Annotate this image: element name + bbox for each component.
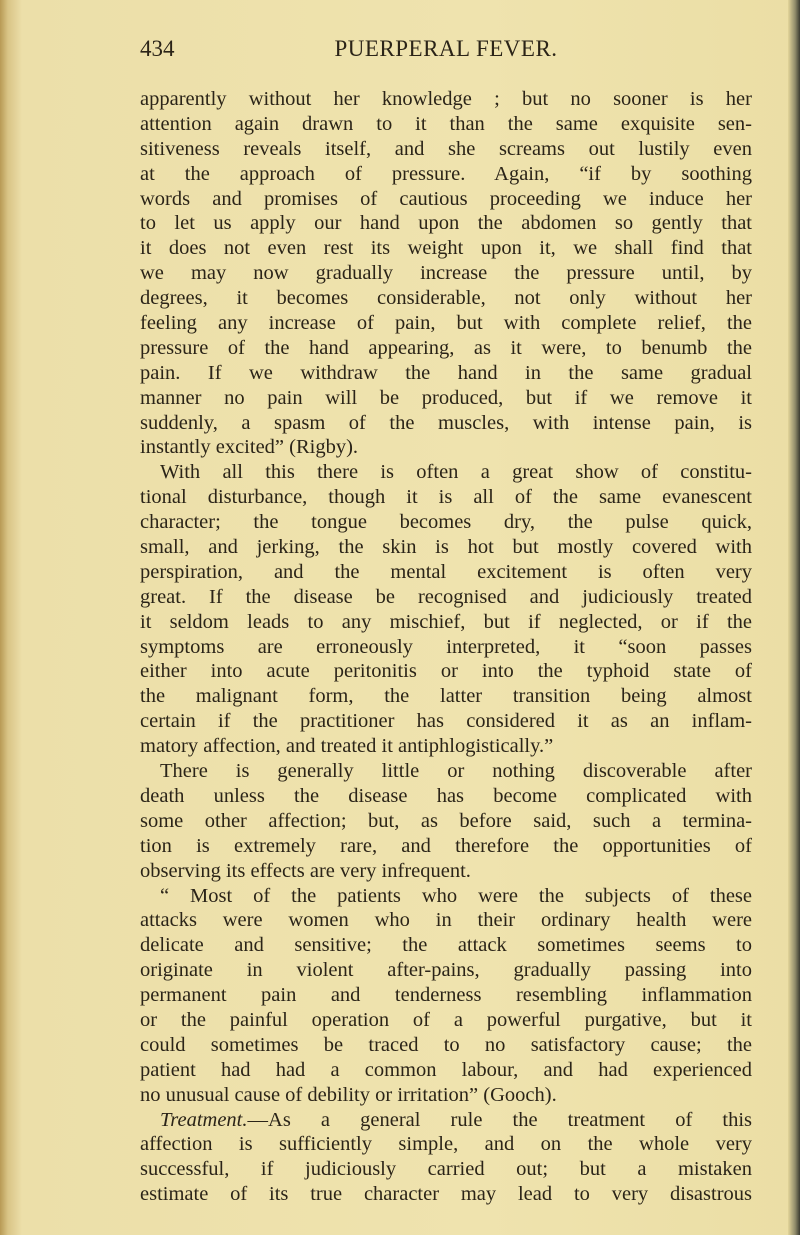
line-text: originate in violent after-pains, gradually passing into (140, 959, 752, 982)
text-line (140, 361, 752, 386)
line-text: some other affection; but, as before said, such a termina- (140, 809, 752, 832)
line-text: attention again drawn to it than the same exquisite sen- (140, 112, 752, 135)
text-line (140, 485, 752, 510)
line-text: to let us apply our hand upon the abdomen so gently that (140, 212, 752, 235)
line-text: character; the tongue becomes dry, the pulse quick, (140, 511, 752, 534)
line-text: permanent pain and tenderness resembling inflammation (140, 984, 752, 1007)
text-line (140, 411, 752, 436)
line-text: patient had had a common labour, and had experienced (140, 1058, 752, 1081)
text-line (140, 87, 752, 112)
text-line (140, 236, 752, 261)
running-header (140, 36, 752, 66)
running-title: PUERPERAL FEVER. (334, 36, 558, 61)
text-line (140, 112, 752, 137)
text-line (140, 983, 752, 1008)
line-text: could sometimes be traced to no satisfactory cause; the (140, 1033, 752, 1056)
text-line (140, 460, 752, 485)
line-text: apparently without her knowledge ; but no sooner is her (140, 88, 752, 110)
text-line (140, 709, 752, 734)
line-text: tion is extremely rare, and therefore the opportunities of (140, 834, 752, 857)
line-text: successful, if judiciously carried out; but a mistaken (140, 1158, 752, 1181)
line-text: There is generally little or nothing discoverable after (160, 760, 752, 783)
body-text (140, 87, 752, 1207)
line-text: death unless the disease has become complicated with (140, 784, 752, 807)
section-heading: Treatment. (160, 1108, 248, 1131)
line-text: the malignant form, the latter transition being almost (140, 685, 752, 708)
line-text: at the approach of pressure. Again, “if by soothing (140, 162, 752, 185)
line-text: pain. If we withdraw the hand in the same gradual (140, 361, 752, 384)
line-text: —As a general rule the treatment of this (247, 1108, 752, 1131)
line-text: no unusual cause of debility or irritation” (Gooch). (140, 1083, 557, 1106)
text-line (140, 1132, 752, 1157)
line-text: manner no pain will be produced, but if we remove it (140, 386, 752, 409)
line-text: small, and jerking, the skin is hot but mostly covered with (140, 536, 752, 559)
text-line (140, 137, 752, 162)
text-line (140, 435, 752, 460)
text-line (140, 1083, 752, 1108)
line-text: great. If the disease be recognised and judiciously treated (140, 585, 752, 608)
line-text: estimate of its true character may lead to very disastrous (140, 1183, 752, 1206)
text-line (140, 884, 752, 909)
line-text: it does not even rest its weight upon it, we shall find that (140, 237, 752, 260)
text-line (140, 311, 752, 336)
text-line (140, 610, 752, 635)
text-line (140, 1108, 752, 1133)
text-line (140, 759, 752, 784)
text-line (140, 386, 752, 411)
text-line (140, 784, 752, 809)
line-text: pressure of the hand appearing, as it were, to benumb the (140, 336, 752, 359)
line-text: attacks were women who in their ordinary health were (140, 909, 752, 932)
line-text: certain if the practitioner has considered it as an inflam- (140, 710, 752, 733)
text-line (140, 684, 752, 709)
line-text: sitiveness reveals itself, and she screams out lustily even (140, 137, 752, 160)
line-text: tional disturbance, though it is all of the same evanescent (140, 486, 752, 509)
text-line (140, 809, 752, 834)
text-line (140, 933, 752, 958)
line-text: With all this there is often a great show of constitu- (160, 461, 752, 484)
text-line (140, 510, 752, 535)
text-line (140, 535, 752, 560)
text-line (140, 336, 752, 361)
line-text: matory affection, and treated it antiphlogistically.” (140, 735, 554, 758)
text-line (140, 734, 752, 759)
text-line (140, 585, 752, 610)
text-line (140, 286, 752, 311)
line-text: degrees, it becomes considerable, not only without her (140, 287, 752, 310)
text-line (140, 261, 752, 286)
line-text: or the painful operation of a powerful purgative, but it (140, 1008, 752, 1031)
text-line (140, 834, 752, 859)
text-line (140, 958, 752, 983)
text-line (140, 1008, 752, 1033)
page-edge (788, 0, 800, 1235)
line-text: affection is sufficiently simple, and on the whole very (140, 1133, 752, 1156)
line-text: perspiration, and the mental excitement is often very (140, 560, 752, 583)
text-line (140, 908, 752, 933)
text-line (140, 1157, 752, 1182)
text-line (140, 859, 752, 884)
page-number: 434 (140, 36, 175, 61)
text-line (140, 635, 752, 660)
line-text: delicate and sensitive; the attack sometimes seems to (140, 934, 752, 957)
line-text: feeling any increase of pain, but with complete relief, the (140, 312, 752, 335)
line-text: either into acute peritonitis or into the typhoid state of (140, 660, 752, 683)
text-line (140, 162, 752, 187)
text-line (140, 1058, 752, 1083)
line-text: suddenly, a spasm of the muscles, with intense pain, is (140, 411, 752, 434)
text-line (140, 1033, 752, 1058)
text-line (140, 211, 752, 236)
text-line (140, 659, 752, 684)
line-text: we may now gradually increase the pressure until, by (140, 262, 752, 285)
line-text: instantly excited” (Rigby). (140, 436, 359, 459)
line-text: “ Most of the patients who were the subjects of these (160, 884, 752, 907)
line-text: symptoms are erroneously interpreted, it “soon passes (140, 635, 752, 658)
text-line (140, 560, 752, 585)
line-text: words and promises of cautious proceeding we induce her (140, 187, 752, 210)
text-line (140, 1182, 752, 1207)
line-text: observing its effects are very infrequent. (140, 859, 471, 882)
text-line (140, 187, 752, 212)
line-text: it seldom leads to any mischief, but if neglected, or if the (140, 610, 752, 633)
